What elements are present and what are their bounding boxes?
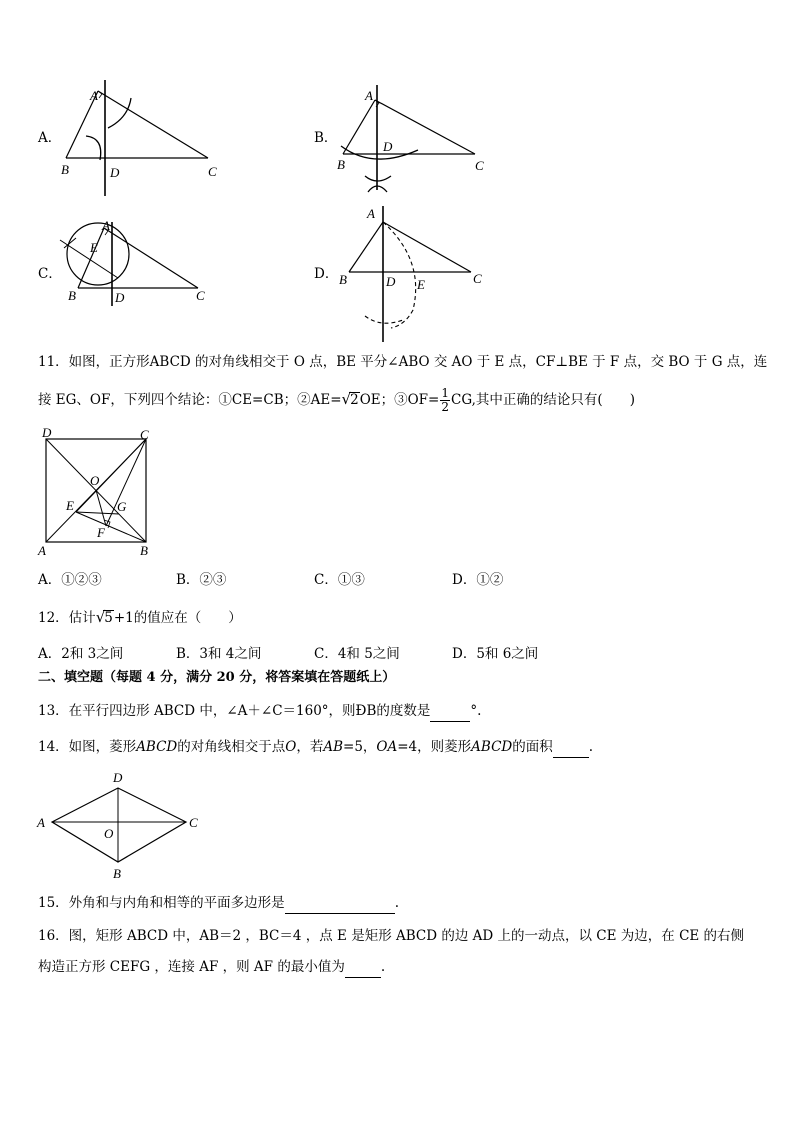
point-d: D bbox=[110, 165, 120, 180]
circle bbox=[67, 223, 129, 285]
side-ac bbox=[104, 228, 198, 288]
side-ab bbox=[349, 222, 383, 272]
q15-stem: 15．外角和与内角和相等的平面多边形是 . bbox=[38, 893, 399, 914]
q11-option-a: A．①②③ bbox=[38, 572, 102, 588]
rhombus-abcd bbox=[52, 788, 186, 862]
point-b: B bbox=[68, 288, 76, 303]
point-d: D bbox=[42, 425, 52, 440]
arc-mark bbox=[365, 176, 391, 181]
dashed-arc bbox=[365, 316, 403, 323]
q11-option-b: B．②③ bbox=[176, 572, 227, 588]
point-o: O bbox=[104, 826, 114, 841]
point-c: C bbox=[475, 158, 484, 173]
side-ac bbox=[383, 222, 471, 272]
arc-mark bbox=[341, 146, 418, 159]
sqrt-5: 5 bbox=[104, 610, 113, 626]
point-c: C bbox=[140, 427, 149, 442]
option-d-figure bbox=[333, 200, 503, 345]
point-b: B bbox=[140, 543, 148, 558]
answer-blank[interactable] bbox=[553, 737, 589, 758]
point-a: A bbox=[367, 206, 375, 221]
q12-stem: 12．估计√5+1的值应在（ ） bbox=[38, 608, 242, 626]
point-d: D bbox=[113, 770, 123, 785]
point-a: A bbox=[38, 543, 46, 558]
fraction-one-half: $\frac{1}{2}$ bbox=[441, 386, 449, 414]
answer-blank[interactable] bbox=[285, 893, 395, 914]
point-o: O bbox=[90, 473, 100, 488]
point-b: B bbox=[337, 157, 345, 172]
option-d-label: D． bbox=[314, 266, 339, 282]
option-c-label: C． bbox=[38, 266, 62, 282]
q11-option-d: D．①② bbox=[452, 572, 504, 588]
point-b: B bbox=[61, 162, 69, 177]
point-e: E bbox=[66, 498, 74, 513]
option-b-label: B． bbox=[314, 130, 338, 146]
segment-ce bbox=[76, 439, 146, 512]
point-a: A bbox=[90, 88, 98, 103]
sqrt-2: 2 bbox=[350, 392, 359, 408]
answer-blank[interactable] bbox=[430, 701, 470, 722]
option-a-label: A． bbox=[38, 130, 62, 146]
point-c: C bbox=[196, 288, 205, 303]
q13-stem: 13．在平行四边形 ABCD 中，∠A＋∠C＝160°，则ÐB的度数是 °. bbox=[38, 701, 481, 722]
q12-option-a: A．2和 3之间 bbox=[38, 646, 124, 662]
point-a: A bbox=[365, 88, 373, 103]
q11-line1: 11．如图，正方形ABCD 的对角线相交于 O 点，BE 平分∠ABO 交 AO 于 E 点，CF⊥BE 于 F 点，交 BO 于 G 点，连 bbox=[38, 354, 768, 370]
point-b: B bbox=[113, 866, 121, 881]
point-f: F bbox=[97, 525, 105, 540]
q11-square-figure bbox=[34, 424, 164, 558]
point-b: B bbox=[339, 272, 347, 287]
q12-option-b: B．3和 4之间 bbox=[176, 646, 262, 662]
point-d: D bbox=[386, 274, 396, 289]
arc-mark bbox=[86, 136, 101, 160]
side-ab bbox=[343, 100, 375, 154]
point-e: E bbox=[90, 240, 98, 255]
segment-be bbox=[76, 512, 146, 542]
option-a-figure bbox=[58, 78, 228, 203]
section-heading: 二、填空题（每题 4 分，满分 20 分，将答案填在答题纸上） bbox=[38, 670, 396, 685]
q11-option-c: C．①③ bbox=[314, 572, 365, 588]
point-c: C bbox=[208, 164, 217, 179]
q16-line1: 16．图，矩形 ABCD 中，AB＝2 ，BC＝4 ，点 E 是矩形 ABCD 的边 AD 上的一动点，以 CE 为边，在 CE 的右侧 bbox=[38, 928, 745, 944]
point-a: A bbox=[37, 815, 45, 830]
q14-stem: 14．如图，菱形ABCD的对角线相交于点O，若AB=5，OA=4，则菱形ABCD的面积 . bbox=[38, 737, 593, 758]
q12-option-c: C．4和 5之间 bbox=[314, 646, 400, 662]
side-ab bbox=[78, 228, 104, 288]
q16-line2: 构造正方形 CEFG ，连接 AF ，则 AF 的最小值为 . bbox=[38, 957, 385, 978]
point-g: G bbox=[117, 499, 127, 514]
point-c: C bbox=[189, 815, 198, 830]
point-e: E bbox=[417, 277, 425, 292]
answer-blank[interactable] bbox=[345, 957, 381, 978]
bisector-line bbox=[60, 240, 118, 278]
point-c: C bbox=[473, 271, 482, 286]
point-d: D bbox=[115, 290, 125, 305]
arc-mark bbox=[108, 98, 131, 128]
q11-line2: 接 EG、OF，下列四个结论：①CE=CB；②AE=√2OE；③OF= $\frac{1}{2}$ CG,其中正确的结论只有( ) bbox=[38, 386, 635, 414]
q12-option-d: D．5和 6之间 bbox=[452, 646, 539, 662]
option-c-figure bbox=[56, 218, 226, 308]
q14-rhombus-figure bbox=[34, 766, 209, 882]
point-a: A bbox=[102, 218, 110, 233]
option-b-figure bbox=[333, 80, 503, 198]
point-d: D bbox=[383, 139, 393, 154]
